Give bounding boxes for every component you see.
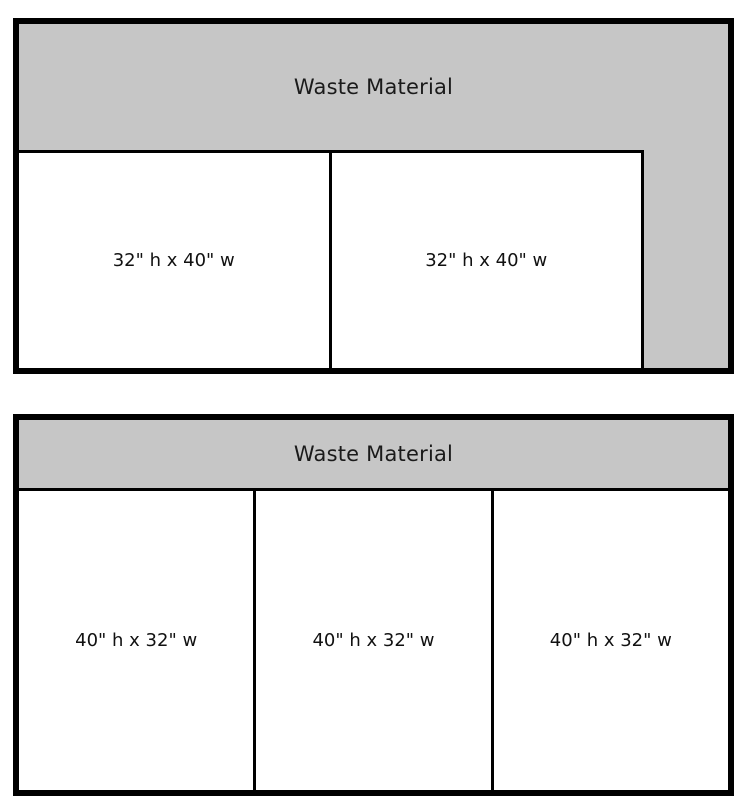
cut-piece (19, 491, 253, 790)
cut-piece (253, 491, 490, 790)
cut-piece-label: 32" h x 40" w (425, 250, 548, 271)
cut-piece-label: 40" h x 32" w (75, 630, 198, 651)
cut-piece-label: 40" h x 32" w (312, 630, 435, 651)
cut-piece-label: 40" h x 32" w (549, 630, 672, 651)
cut-pieces-row-top (19, 150, 644, 368)
cut-piece (19, 153, 329, 368)
waste-material-label-top: Waste Material (293, 75, 454, 99)
waste-material-label-bottom: Waste Material (293, 442, 454, 466)
cut-piece (329, 153, 642, 368)
cut-piece (491, 491, 728, 790)
cut-piece-label: 32" h x 40" w (112, 250, 235, 271)
sheet-panel-top (13, 18, 734, 374)
cut-pieces-row-bottom (19, 488, 728, 790)
sheet-panel-bottom (13, 414, 734, 796)
